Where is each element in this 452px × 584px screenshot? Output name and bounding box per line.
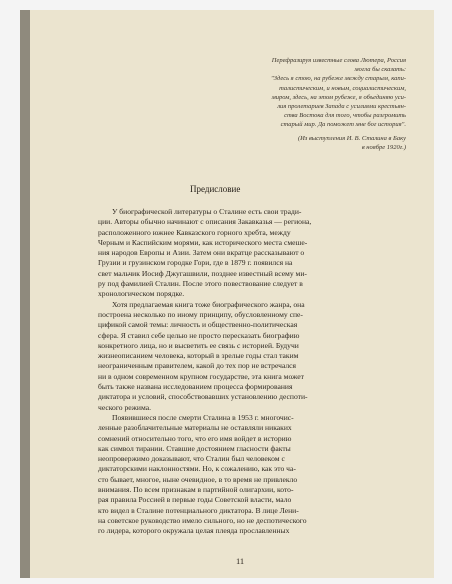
text-line: ции. Авторы обычно начинают с описания Закавказья — региона, — [98, 217, 312, 227]
text-line: жизнеописанием человека, который в зрелые годы стал таким — [98, 351, 299, 361]
text-line: конкретного лица, но и высветить ее связь с историей. Будучи — [98, 340, 299, 350]
text-line: ни в одном современном крупном государстве, эта книга может — [98, 371, 304, 381]
text-line: сто бывает, многое, ныне очевидное, в то время не привлекло — [98, 474, 298, 484]
text-line: быть также названа исследованием процесса формирования — [98, 382, 293, 392]
text-line: диктаторскими наклонностями. Но, к сожалению, как это ча- — [98, 464, 296, 474]
epigraph-quote-line: "Здесь я стою, на рубеже между старым, капи- — [271, 75, 406, 83]
section-heading: Предисловие — [190, 184, 241, 194]
epigraph-quote-line: миром, здесь, на этом рубеже, я объединяю уси- — [271, 93, 406, 101]
epigraph-quote-line: старый мир. Да поможет мне бог история". — [280, 121, 406, 129]
epigraph-intro — [198, 56, 406, 74]
text-line: построена несколько по иному принципу, обусловленному спе- — [98, 309, 303, 319]
book-page — [20, 10, 434, 578]
text-line: сомнений относительно того, что его имя войдет в историю — [98, 433, 292, 443]
epigraph-quote-line: лия пролетариев Запада с усилиями крестьян- — [277, 103, 406, 111]
text-line: ческого режима. — [98, 402, 151, 412]
text-line: неопровержимо доказывают, что Сталин был человеком с — [98, 454, 285, 464]
text-line: Грузии и грузинском городке Гори, где в 1879 г. появился на — [98, 258, 293, 268]
text-line: расположенного южнее Кавказского горного хребта, между — [98, 227, 291, 237]
paragraph-1 — [98, 207, 403, 300]
text-line: как символ тирании. Ставшие достоянием гласности факты — [98, 443, 291, 453]
epigraph — [198, 56, 406, 152]
text-line: кто видел в Сталине потенциального диктатора. В лице Лени- — [98, 505, 299, 515]
text-line: У биографической литературы о Сталине есть свои тради- — [112, 207, 302, 216]
text-line: Хотя предлагаемая книга тоже биографического жанра, она — [112, 299, 305, 309]
text-line: цификой самой темы: личность и общественно-политическая — [98, 320, 298, 330]
text-line: ния народов Европы и Азии. Затем они вкратце рассказывают о — [98, 248, 305, 258]
text-line: сфера. Я ставил себе целью не просто пересказать биографию — [98, 330, 300, 340]
epigraph-source-line: (Из выступления И. В. Сталина в Баку — [297, 134, 406, 142]
text-line: хронологическом порядке. — [98, 289, 185, 299]
page-number: 11 — [236, 556, 245, 566]
paragraph-2 — [98, 300, 403, 413]
epigraph-quote-line: ства Востока для того, чтобы разгромить — [284, 112, 406, 120]
epigraph-quote — [198, 74, 406, 129]
text-line: на советское руководство имело сильного, но не деспотического — [98, 515, 307, 525]
text-line: диктатора и условий, способствовавших установлению деспоти- — [98, 392, 308, 402]
text-line: рая правила Россией в первые годы Советской власти, мало — [98, 495, 292, 505]
text-line: Появившиеся после смерти Сталина в 1953 г. многочис- — [112, 412, 294, 422]
text-line: неограниченным правителем, какой до тех пор не встречался — [98, 361, 297, 371]
epigraph-source — [198, 134, 406, 152]
epigraph-intro-line: Перефразируя известные слова Лютера, Россия — [271, 57, 406, 64]
epigraph-intro-line: могла бы сказать: — [354, 66, 406, 74]
epigraph-quote-line: талистическим, и новым, социалистическим, — [279, 84, 406, 92]
text-line: ру под фамилией Сталин. После этого повествование следует в — [98, 279, 303, 289]
text-line: свет мальчик Иосиф Джугашвили, позднее известный всему ми- — [98, 268, 307, 278]
paragraph-3 — [98, 413, 403, 537]
text-line: Черным и Каспийским морями, как исторического места смеше- — [98, 237, 308, 247]
text-line: го лидера, которого окружала целая плеяда прославленных — [98, 526, 290, 536]
text-line: внимания. По всем признакам в партийной олигархии, кото- — [98, 485, 294, 495]
epigraph-source-line: в ноябре 1920г.) — [361, 143, 406, 151]
body-text — [98, 207, 403, 537]
text-line: ленные разоблачительные материалы не оставляли никаких — [98, 423, 292, 433]
